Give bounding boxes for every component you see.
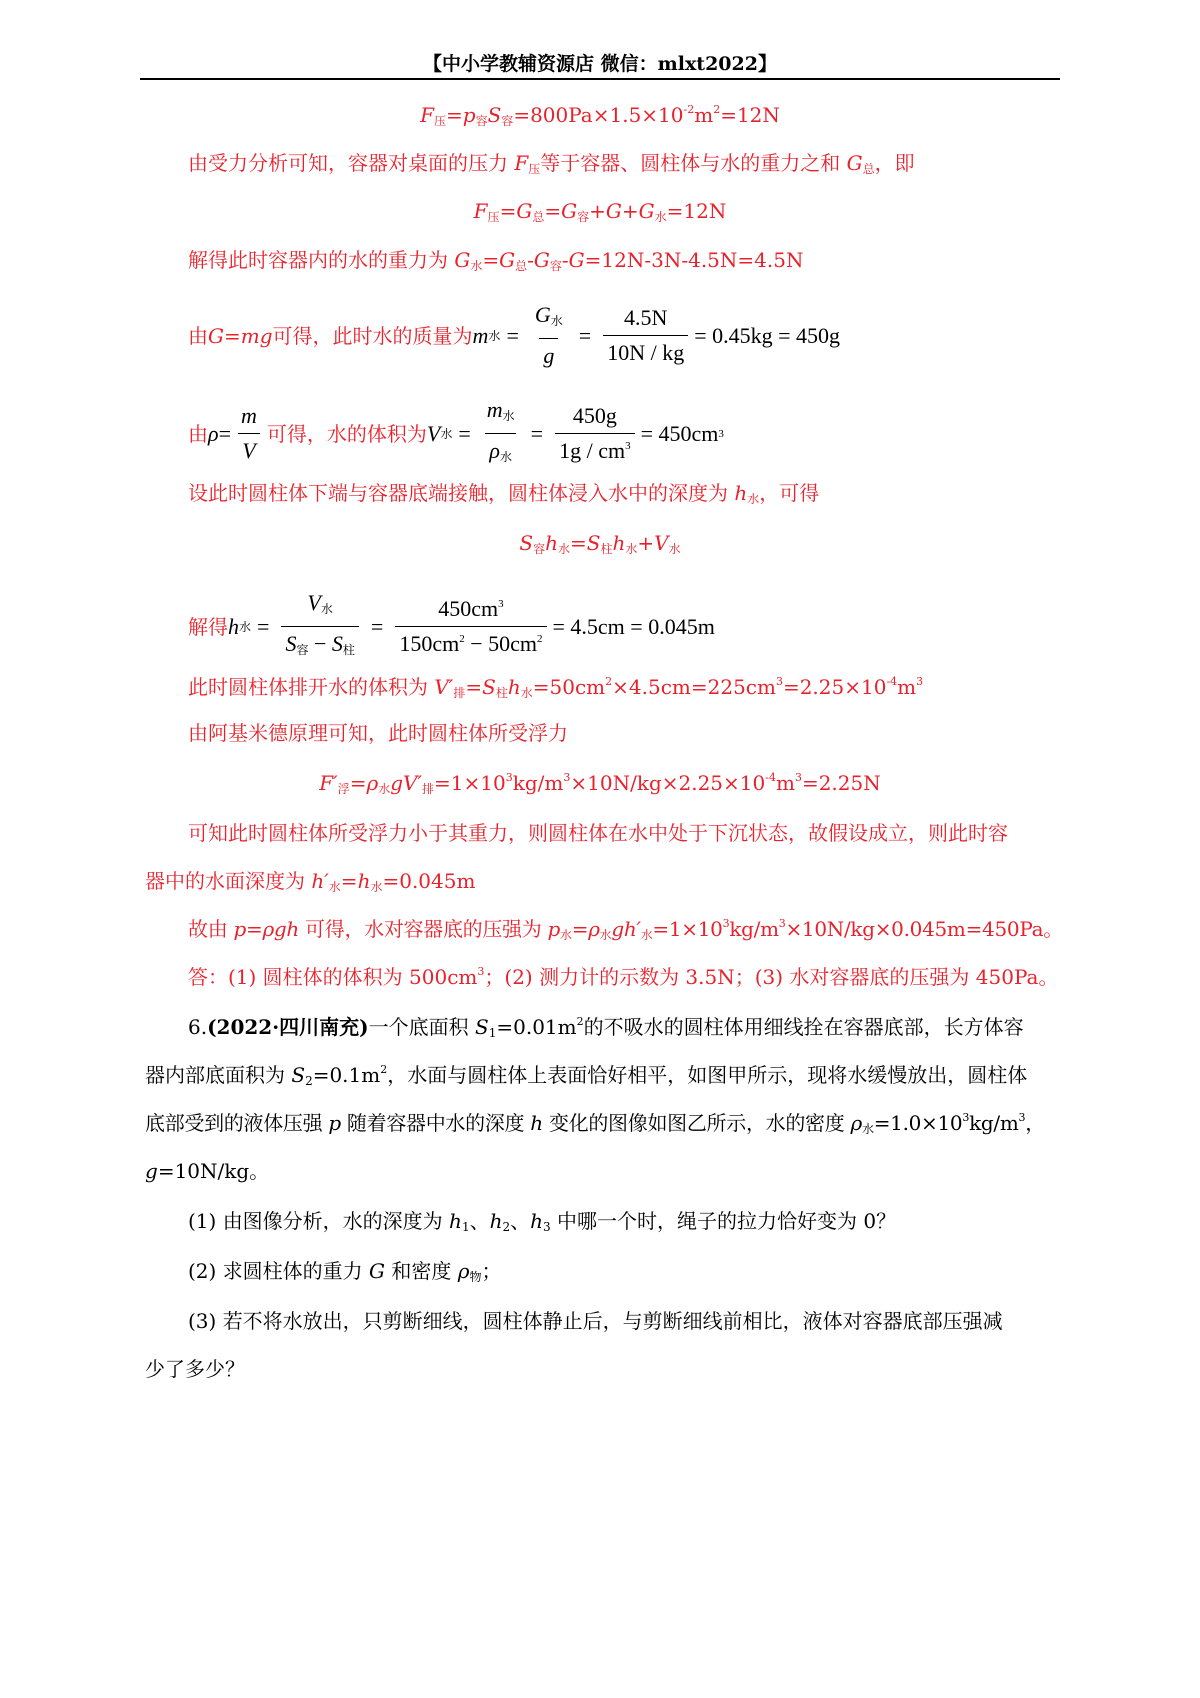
problem-6-line-3: 底部受到的液体压强 p 随着容器中水的深度 h 变化的图像如图乙所示，水的密度 $\rho_水=1.0\times 10^3kg/m^3$， xyxy=(145,1111,1045,1136)
formula-line-total-weight: $F_压=G_总=G_容+G+G_水=12N$ xyxy=(473,199,727,224)
text-line-displaced-volume: 此时圆柱体排开水的体积为 $V'_排=S_柱h_水=50cm^2\times 4.5cm=225cm^3=2.25\times 10^{-4}m^3$ xyxy=(188,675,924,700)
formula-line-buoyancy: $F'_浮=\rho_水gV'_排=1\times 10^3kg/m^3\times 10N/kg\times 2.25\times 10^{-4}m^3=2.25N$ xyxy=(319,771,881,796)
problem-6-line-2: 器内部底面积为 $S_2=0.1m^2$，水面与圆柱体上表面恰好相平，如图甲所示，现将水缓慢放出，圆柱体 xyxy=(145,1063,1028,1088)
formula-line-pressure-force: $F_压=p_容S_容=800Pa\times 1.5\times 10^{-2}m^2=12N$ xyxy=(420,103,780,128)
mass-equation: m 水 = $\frac{G_水}{g}$ = $\frac{4.5N}{10N / kg}$ = 0.45kg = 450g xyxy=(473,300,840,371)
question-2: (2) 求圆柱体的重力 G 和密度 $\rho_物$； xyxy=(188,1259,502,1284)
text-line-water-volume: 由 ρ = $\frac{m}{V}$ 可得，水的体积为 V 水 = $\frac{m_水}{\rho_水}$ = $\frac{450g}{1g / cm^3}$ = 450cm 3 xyxy=(188,395,724,472)
question-3-continued: 少了多少？ xyxy=(145,1357,245,1381)
answer-line: 答：(1) 圆柱体的体积为 $500cm^3$；(2) 测力计的示数为 3.5N；(3) 水对容器底的压强为 450Pa。 xyxy=(188,965,1059,989)
formula-line-volume-balance: $S_容h_水=S_柱h_水+V_水$ xyxy=(519,531,681,556)
header-rule xyxy=(140,78,1060,80)
text-line-water-depth: 器中的水面深度为 $h'_水=h_水=0.045m$ xyxy=(145,869,476,894)
question-1: (1) 由图像分析，水的深度为 $h_1$、$h_2$、$h_3$ 中哪一个时，绳子的拉力恰好变为 0？ xyxy=(188,1209,897,1234)
problem-6-line-1: 6.(2022·四川南充)一个底面积 $S_1=0.01m^2$的不吸水的圆柱体用细线拴在容器底部，长方体容 xyxy=(188,1015,1024,1040)
question-3: (3) 若不将水放出，只剪断细线，圆柱体静止后，与剪断细线前相比，液体对容器底部压强减 xyxy=(188,1309,1003,1333)
text-line-water-mass: 由 G = mg 可得，此时水的质量为 m 水 = $\frac{G_水}{g}$ = $\frac{4.5N}{10N / kg}$ = 0.45kg = 450g xyxy=(188,300,840,371)
text-line-assume-depth: 设此时圆柱体下端与容器底端接触，圆柱体浸入水中的深度为 $h_水$，可得 xyxy=(188,481,820,506)
text-line-solve-depth: 解得 h 水 = $\frac{V_水}{S_容 - S_柱}$ = $\frac{450cm^3}{150cm^2 - 50cm^2}$ = 4.5cm = 0.045m xyxy=(188,588,715,665)
text-line-sinking-conclusion: 可知此时圆柱体所受浮力小于其重力，则圆柱体在水中处于下沉状态，故假设成立，则此时容 xyxy=(188,821,1008,845)
page-header: 【中小学教辅资源店 微信：mlxt2022】 xyxy=(423,53,777,75)
text-line-force-analysis: 由受力分析可知，容器对桌面的压力 $F_压$等于容器、圆柱体与水的重力之和 $G_总$，即 xyxy=(188,151,915,176)
fraction-mass-values: $\frac{4.5N}{10N / kg}$ xyxy=(603,303,688,368)
text-line-bottom-pressure: 故由 p=ρgh 可得，水对容器底的压强为 $p_水=\rho_水gh'_水=1\times 10^3kg/m^3\times 10N/kg\times 0.045m=450Pa$。 xyxy=(188,917,1063,942)
fraction-g-over-g: $\frac{G_水}{g}$ xyxy=(531,300,567,371)
depth-equation: h 水 = $\frac{V_水}{S_容 - S_柱}$ = $\frac{450cm^3}{150cm^2 - 50cm^2}$ = 4.5cm = 0.045m xyxy=(228,588,715,665)
text-line-archimedes: 由阿基米德原理可知，此时圆柱体所受浮力 xyxy=(188,721,568,745)
text-line-water-weight: 解得此时容器内的水的重力为 $G_水=G_总-G_容-G=12N-3N-4.5N=4.5N$ xyxy=(188,248,804,273)
problem-6-line-4: g=10N/kg。 xyxy=(145,1159,270,1183)
fraction-m-over-v: $\frac{m}{V}$ xyxy=(237,401,261,466)
volume-equation: V 水 = $\frac{m_水}{\rho_水}$ = $\frac{450g}{1g / cm^3}$ = 450cm 3 xyxy=(427,395,724,472)
